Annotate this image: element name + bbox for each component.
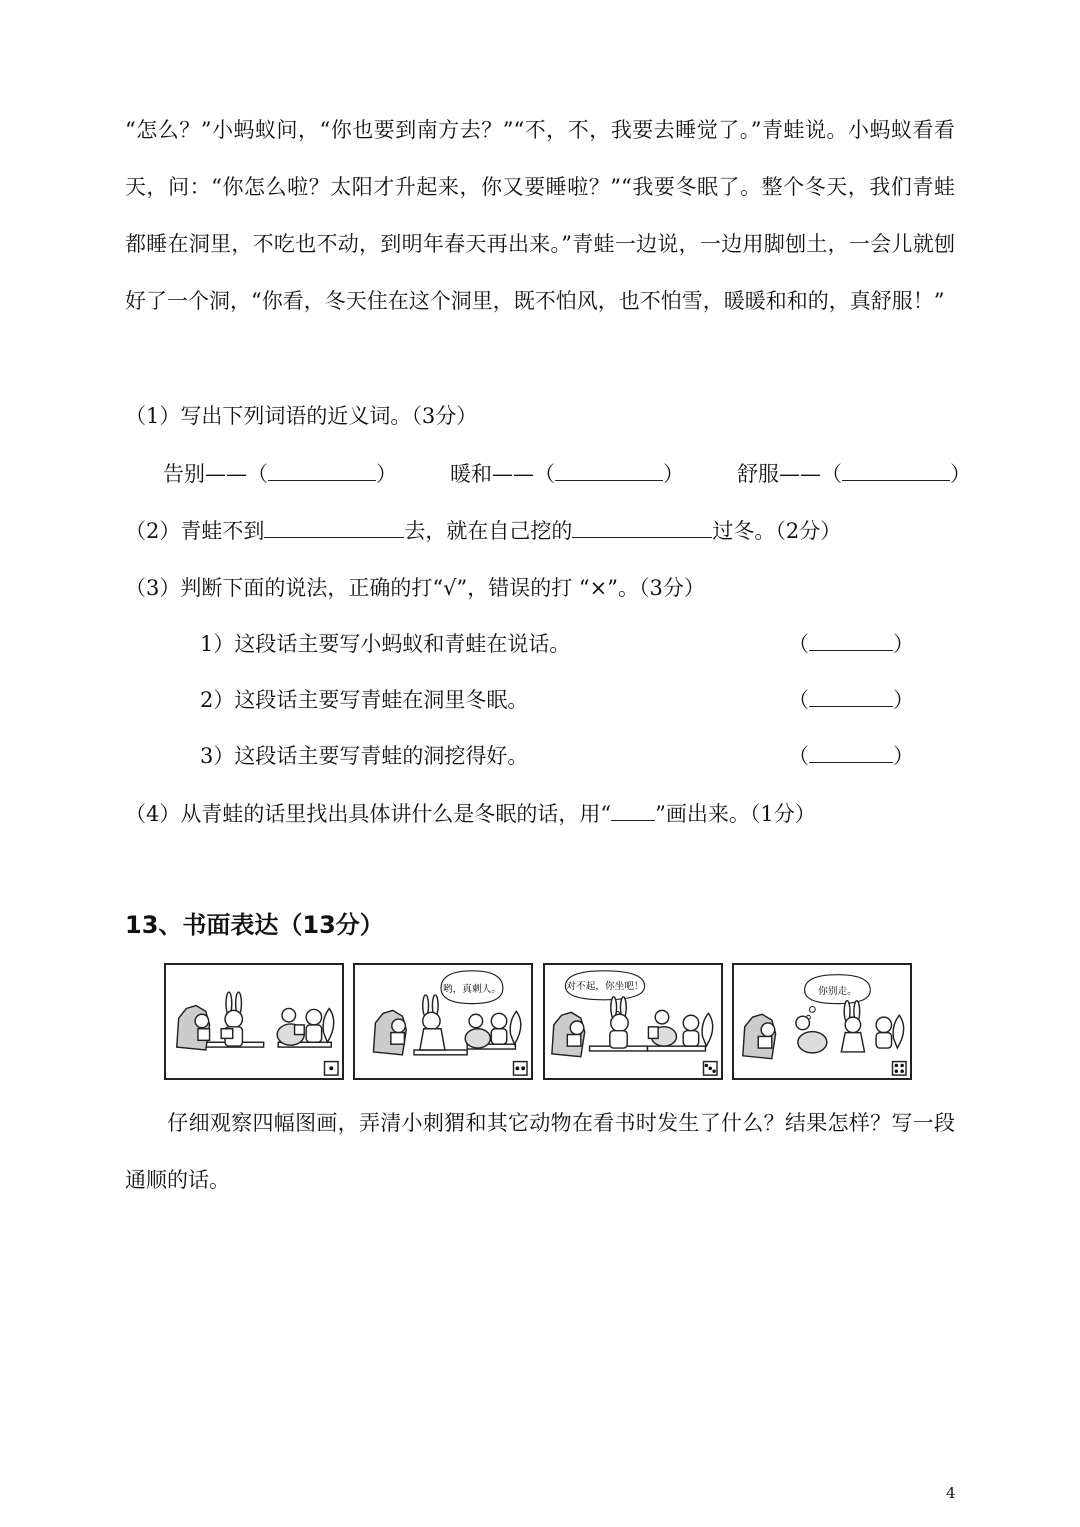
synonym-word: 舒服——（ xyxy=(737,462,842,486)
synonym-close: ） xyxy=(950,462,971,486)
answer-blank[interactable] xyxy=(809,688,893,707)
answer-blank[interactable] xyxy=(842,462,950,481)
q4-part1: （4）从青蛙的话里找出具体讲什么是冬眠的话，用“ xyxy=(125,802,612,826)
synonym-close: ） xyxy=(663,462,684,486)
comic-panel-4 xyxy=(732,963,912,1080)
judge-item-3: 3）这段话主要写青蛙的洞挖得好。 xyxy=(200,744,529,768)
synonym-close: ） xyxy=(376,462,397,486)
writing-instruction xyxy=(125,1095,955,1209)
synonym-item-2 xyxy=(450,458,684,488)
instruction-text: 仔细观察四幅图画，弄清小刺猬和其它动物在看书时发生了什么？结果怎样？写一段通顺的话。 xyxy=(125,1111,955,1192)
comic-panel-3 xyxy=(543,963,723,1080)
rabbit-figure xyxy=(221,992,242,1046)
turtle-figure xyxy=(277,1008,304,1045)
speech-bubble-text: 哟，真刺人。 xyxy=(443,984,501,996)
answer-blank[interactable] xyxy=(572,519,712,538)
hedgehog-figure xyxy=(552,1012,585,1056)
bracket-open: （ xyxy=(788,688,809,712)
section-13-heading: 13、书面表达（13分） xyxy=(125,911,384,939)
bracket-close: ） xyxy=(893,688,914,712)
comic-panel-1 xyxy=(164,963,344,1080)
q2-part3: 过冬。（2分） xyxy=(712,519,842,543)
turtle-figure xyxy=(465,1014,490,1048)
reading-passage: “怎么？”小蚂蚁问，“你也要到南方去？”“不，不，我要去睡觉了。”青蛙说。小蚂蚁看看天，问：“你怎么啦？太阳才升起来，你又要睡啦？”“我要冬眠了。整个冬天，我们青蛙都睡在洞里，不吃也不动，到明年春天再出来。”青蛙一边说，一边用脚刨土，一会儿就刨好了一个洞，“你看，冬天住在这个洞里，既不怕风，也不怕雪，暖暖和和的，真舒服！” xyxy=(125,118,955,313)
squirrel-figure xyxy=(683,1013,713,1046)
hedgehog-figure xyxy=(373,1010,406,1054)
squirrel-figure xyxy=(306,1008,334,1042)
q4-part2: ”画出来。（1分） xyxy=(655,802,816,826)
question-1-prompt: （1）写出下列词语的近义词。（3分） xyxy=(125,404,478,428)
comic-panel-2 xyxy=(353,963,533,1080)
synonym-word: 告别——（ xyxy=(163,462,268,486)
squirrel-figure xyxy=(491,1011,521,1044)
question-2 xyxy=(125,515,841,545)
turtle-figure xyxy=(796,1016,827,1053)
rabbit-figure xyxy=(420,995,445,1050)
question-4 xyxy=(125,798,816,828)
answer-blank[interactable] xyxy=(264,519,404,538)
bracket-open: （ xyxy=(788,632,809,656)
turtle-figure xyxy=(648,1010,676,1046)
answer-blank[interactable] xyxy=(268,462,376,481)
underline-sample xyxy=(611,802,655,821)
answer-blank[interactable] xyxy=(809,744,893,763)
page-number: 4 xyxy=(946,1484,956,1502)
bracket-close: ） xyxy=(893,744,914,768)
squirrel-figure xyxy=(876,1015,904,1048)
bracket-open: （ xyxy=(788,744,809,768)
comic-illustration xyxy=(355,965,531,1078)
answer-blank[interactable] xyxy=(555,462,663,481)
comic-illustration xyxy=(545,965,721,1078)
q2-part2: 去，就在自己挖的 xyxy=(404,519,573,543)
synonym-item-3 xyxy=(737,458,971,488)
q2-part1: （2）青蛙不到 xyxy=(125,519,265,543)
speech-bubble-text: 你别走。 xyxy=(818,985,857,997)
judge-answer-3 xyxy=(788,740,914,770)
judge-item-2: 2）这段话主要写青蛙在洞里冬眠。 xyxy=(200,688,529,712)
rabbit-figure xyxy=(841,1001,864,1052)
bracket-close: ） xyxy=(893,632,914,656)
hedgehog-figure xyxy=(743,1014,776,1058)
question-3-prompt: （3）判断下面的说法，正确的打“√”，错误的打 “×”。（3分） xyxy=(125,576,705,600)
synonym-word: 暖和——（ xyxy=(450,462,555,486)
comic-illustration xyxy=(166,965,342,1078)
judge-answer-1 xyxy=(788,628,914,658)
rabbit-figure xyxy=(610,997,628,1048)
speech-bubble-text: 对不起，你坐吧！ xyxy=(566,981,644,993)
synonym-item-1 xyxy=(163,458,397,488)
comic-illustration xyxy=(734,965,910,1078)
judge-item-1: 1）这段话主要写小蚂蚁和青蛙在说话。 xyxy=(200,632,571,656)
judge-answer-2 xyxy=(788,684,914,714)
answer-blank[interactable] xyxy=(809,632,893,651)
hedgehog-figure xyxy=(177,1006,210,1050)
